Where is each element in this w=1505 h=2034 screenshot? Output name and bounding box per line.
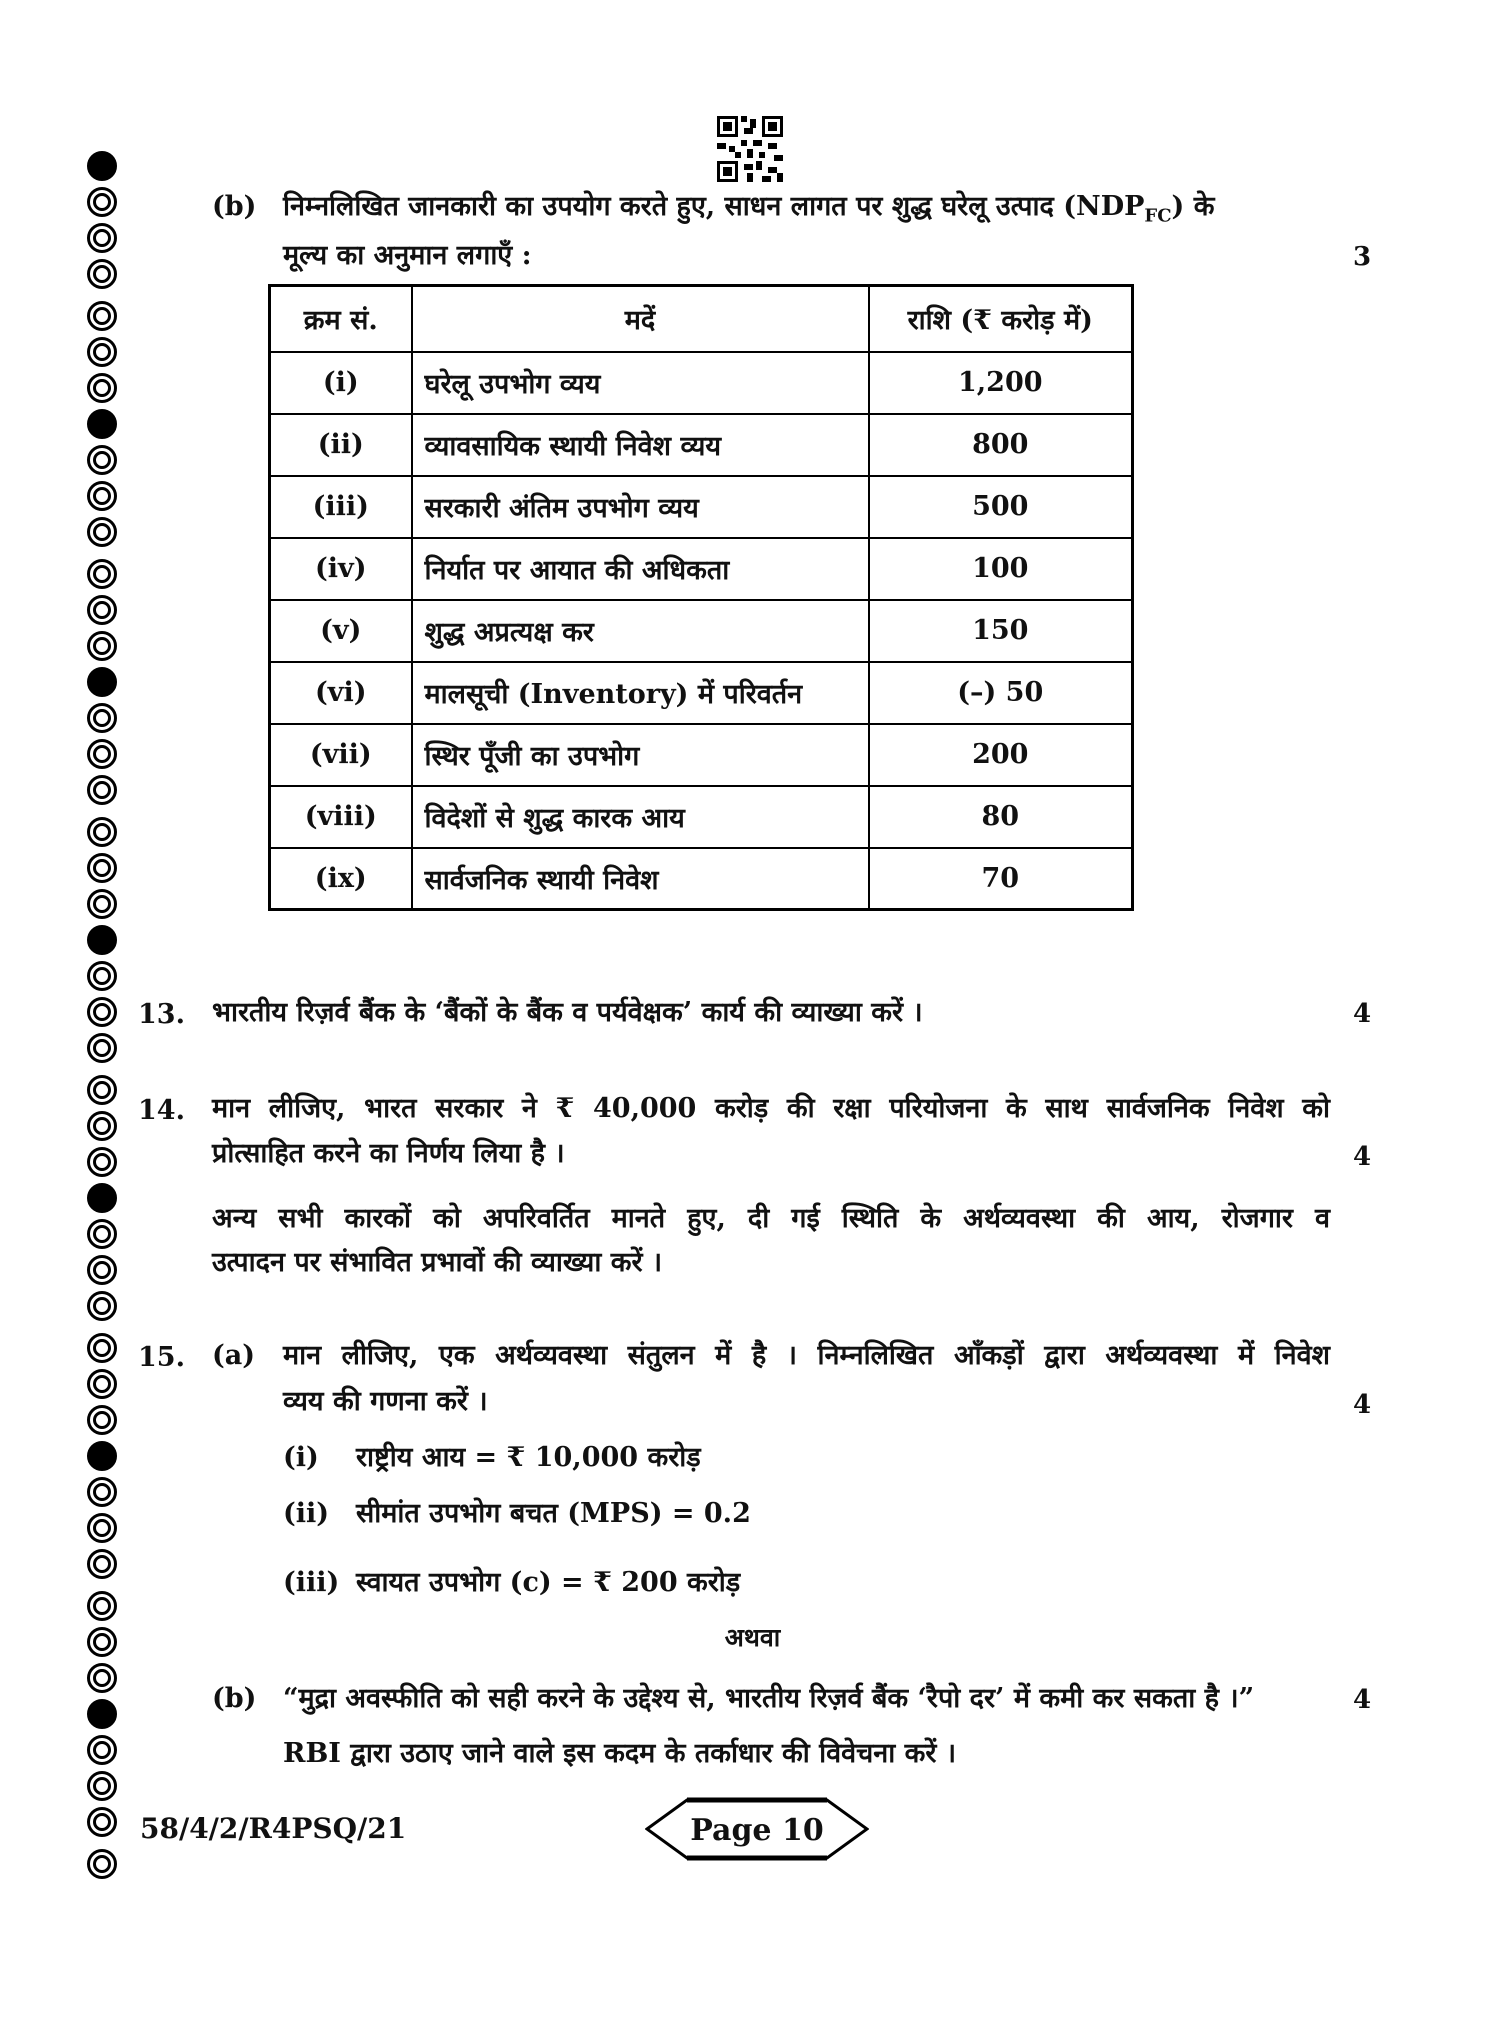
ring-bubble-icon (87, 445, 117, 475)
q14-number: 14. (138, 1095, 185, 1126)
q15a-item-label: (ii) (283, 1498, 330, 1529)
row-amount: 100 (869, 538, 1133, 600)
q12b-label: (b) (212, 191, 257, 222)
q15b-label: (b) (212, 1683, 257, 1714)
ring-bubble-icon (87, 1255, 117, 1285)
row-amount: 150 (869, 600, 1133, 662)
ring-bubble-icon (87, 559, 117, 589)
q13-text: भारतीय रिज़र्व बैंक के ‘बैंकों के बैंक व पर्यवेक्षक’ कार्य की व्याख्या करें । (212, 997, 923, 1028)
filled-bubble-icon (87, 1183, 117, 1213)
q12b-line1-end: ) के (1171, 191, 1215, 222)
q15b-marks: 4 (1352, 1685, 1372, 1715)
ring-bubble-icon (87, 1147, 117, 1177)
ring-bubble-icon (87, 997, 117, 1027)
row-item: निर्यात पर आयात की अधिकता (412, 538, 869, 600)
ring-bubble-icon (87, 1291, 117, 1321)
row-serial: (vi) (270, 662, 412, 724)
page-number-label: Page 10 (690, 1813, 824, 1848)
q14-line2: प्रोत्साहित करने का निर्णय लिया है । (212, 1138, 565, 1169)
ring-bubble-icon (87, 1219, 117, 1249)
row-serial: (vii) (270, 724, 412, 786)
row-amount: 70 (869, 848, 1133, 910)
ring-bubble-icon (87, 1849, 117, 1879)
ring-bubble-icon (87, 1771, 117, 1801)
q15a-line1: मान लीजिए, एक अर्थव्यवस्था संतुलन में है । निम्नलिखित आँकड़ों द्वारा अर्थव्यवस्था में निवेश (283, 1340, 1330, 1371)
ring-bubble-icon (87, 481, 117, 511)
ring-bubble-icon (87, 1663, 117, 1693)
row-amount: (–) 50 (869, 662, 1133, 724)
q12b-marks: 3 (1352, 242, 1372, 272)
ring-bubble-icon (87, 961, 117, 991)
table-row (270, 848, 1133, 910)
filled-bubble-icon (87, 1441, 117, 1471)
q15a-marks: 4 (1352, 1390, 1372, 1420)
table-header-row (270, 286, 1133, 352)
header-amount: राशि (₹ करोड़ में) (869, 286, 1133, 352)
ring-bubble-icon (87, 595, 117, 625)
row-serial: (ix) (270, 848, 412, 910)
q15a-item-text: सीमांत उपभोग बचत (MPS) = 0.2 (356, 1498, 751, 1529)
ring-bubble-icon (87, 223, 117, 253)
row-serial: (viii) (270, 786, 412, 848)
table-row (270, 724, 1133, 786)
ring-bubble-icon (87, 1369, 117, 1399)
ring-bubble-icon (87, 1549, 117, 1579)
row-serial: (iv) (270, 538, 412, 600)
ring-bubble-icon (87, 1405, 117, 1435)
q12b-subscript: FC (1144, 205, 1172, 227)
ring-bubble-icon (87, 1591, 117, 1621)
ring-bubble-icon (87, 187, 117, 217)
q14-line3: अन्य सभी कारकों को अपरिवर्तित मानते हुए, दी गई स्थिति के अर्थव्यवस्था की आय, रोजगार व (212, 1203, 1330, 1234)
ring-bubble-icon (87, 1033, 117, 1063)
ring-bubble-icon (87, 1477, 117, 1507)
table-row (270, 414, 1133, 476)
table-row (270, 662, 1133, 724)
row-item: विदेशों से शुद्ध कारक आय (412, 786, 869, 848)
row-amount: 1,200 (869, 352, 1133, 414)
paper-code: 58/4/2/R4PSQ/21 (140, 1812, 407, 1845)
table-row (270, 476, 1133, 538)
q12b-question-line1 (283, 193, 1214, 225)
row-amount: 500 (869, 476, 1133, 538)
ring-bubble-icon (87, 1735, 117, 1765)
ring-bubble-icon (87, 739, 117, 769)
header-serial: क्रम सं. (270, 286, 412, 352)
or-separator: अथवा (724, 1623, 781, 1652)
ring-bubble-icon (87, 1075, 117, 1105)
row-serial: (ii) (270, 414, 412, 476)
ring-bubble-icon (87, 301, 117, 331)
q15-number: 15. (138, 1342, 185, 1373)
ring-bubble-icon (87, 517, 117, 547)
filled-bubble-icon (87, 151, 117, 181)
row-amount: 200 (869, 724, 1133, 786)
ring-bubble-icon (87, 703, 117, 733)
ring-bubble-icon (87, 817, 117, 847)
filled-bubble-icon (87, 409, 117, 439)
q15b-line1: “मुद्रा अवस्फीति को सही करने के उद्देश्य से, भारतीय रिज़र्व बैंक ‘रैपो दर’ में कमी कर सकता है ।” (283, 1683, 1255, 1714)
ring-bubble-icon (87, 1111, 117, 1141)
ring-bubble-icon (87, 1513, 117, 1543)
table-row (270, 538, 1133, 600)
q14-line1: मान लीजिए, भारत सरकार ने ₹ 40,000 करोड़ की रक्षा परियोजना के साथ सार्वजनिक निवेश को (212, 1093, 1330, 1124)
q12b-question-line2: मूल्य का अनुमान लगाएँ : (283, 240, 532, 271)
row-serial: (i) (270, 352, 412, 414)
row-item: शुद्ध अप्रत्यक्ष कर (412, 600, 869, 662)
q15a-item-text: राष्ट्रीय आय = ₹ 10,000 करोड़ (356, 1442, 701, 1473)
header-items: मदें (412, 286, 869, 352)
q15a-item-text: स्वायत उपभोग (c) = ₹ 200 करोड़ (356, 1567, 741, 1598)
row-serial: (iii) (270, 476, 412, 538)
q12b-line1-text: निम्नलिखित जानकारी का उपयोग करते हुए, साधन लागत पर शुद्ध घरेलू उत्पाद (NDP (283, 191, 1145, 222)
q15a-item-label: (iii) (283, 1567, 340, 1598)
filled-bubble-icon (87, 1699, 117, 1729)
row-item: व्यावसायिक स्थायी निवेश व्यय (412, 414, 869, 476)
ring-bubble-icon (87, 373, 117, 403)
row-item: सरकारी अंतिम उपभोग व्यय (412, 476, 869, 538)
row-item: स्थिर पूँजी का उपभोग (412, 724, 869, 786)
q15b-line2: RBI द्वारा उठाए जाने वाले इस कदम के तर्काधार की विवेचना करें । (283, 1738, 957, 1769)
row-item: घरेलू उपभोग व्यय (412, 352, 869, 414)
filled-bubble-icon (87, 667, 117, 697)
ring-bubble-icon (87, 337, 117, 367)
table-row (270, 352, 1133, 414)
table-row (270, 600, 1133, 662)
q15a-label: (a) (212, 1340, 256, 1371)
row-item: सार्वजनिक स्थायी निवेश (412, 848, 869, 910)
ring-bubble-icon (87, 1333, 117, 1363)
table-row (270, 786, 1133, 848)
ring-bubble-icon (87, 1807, 117, 1837)
page-number-badge (645, 1797, 869, 1861)
q15a-item-label: (i) (283, 1442, 319, 1473)
filled-bubble-icon (87, 925, 117, 955)
q15a-line2: व्यय की गणना करें । (283, 1386, 488, 1417)
row-amount: 800 (869, 414, 1133, 476)
ring-bubble-icon (87, 631, 117, 661)
row-amount: 80 (869, 786, 1133, 848)
ring-bubble-icon (87, 775, 117, 805)
ring-bubble-icon (87, 853, 117, 883)
ring-bubble-icon (87, 259, 117, 289)
row-item: मालसूची (Inventory) में परिवर्तन (412, 662, 869, 724)
qr-code (717, 116, 783, 182)
q14-line4: उत्पादन पर संभावित प्रभावों की व्याख्या करें । (212, 1247, 663, 1278)
q13-marks: 4 (1352, 999, 1372, 1029)
ring-bubble-icon (87, 889, 117, 919)
row-serial: (v) (270, 600, 412, 662)
q14-marks: 4 (1352, 1142, 1372, 1172)
q13-number: 13. (138, 999, 185, 1030)
ndp-data-table (268, 284, 1134, 911)
